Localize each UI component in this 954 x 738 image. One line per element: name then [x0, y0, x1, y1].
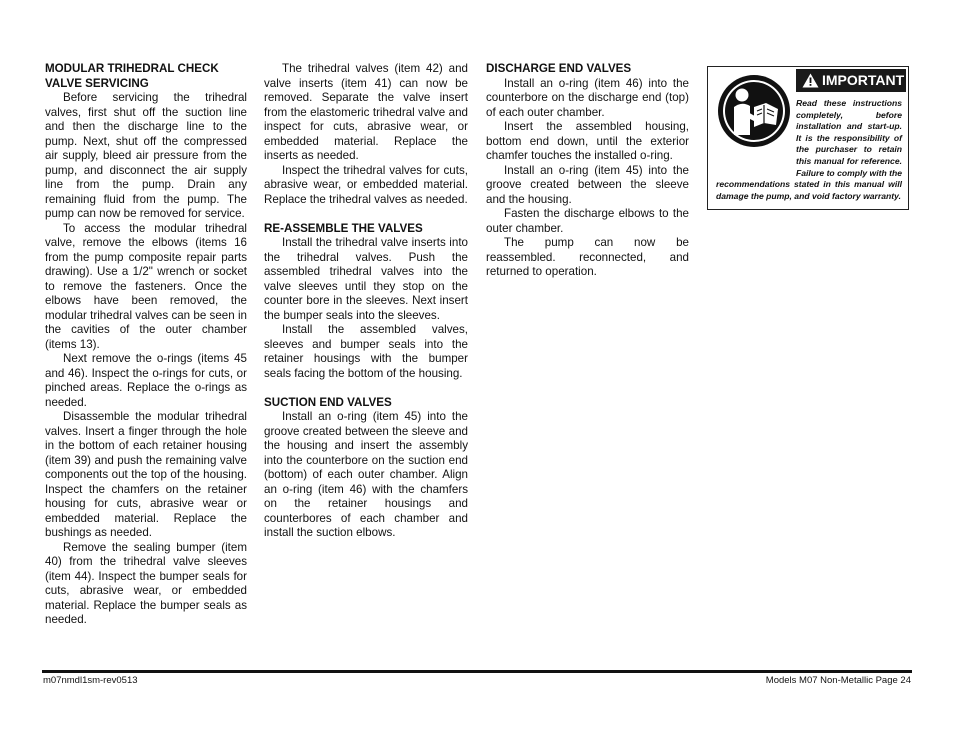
heading-discharge-end-valves: DISCHARGE END VALVES	[486, 62, 632, 75]
paragraph: Before servicing the trihedral valves, first shut off the suction line and then the discharge line to the pump. Next, shut off the compressed air supply, bleed air pressure from the pump, and disconnect the air supply line from the pump. Drain any remaining fluid from the pump. The pump can now be removed for service.	[45, 91, 247, 220]
column-3	[486, 62, 689, 280]
paragraph: Fasten the discharge elbows to the outer chamber.	[486, 207, 689, 235]
important-label: IMPORTANT	[822, 72, 905, 88]
footer-rule	[42, 670, 912, 673]
important-banner	[796, 69, 906, 92]
footer-page-label: Models M07 Non-Metallic Page 24	[765, 675, 911, 686]
important-notice-box	[707, 66, 909, 210]
heading-re-assemble-valves: RE-ASSEMBLE THE VALVES	[264, 221, 423, 235]
heading-trihedral-check-valve-servicing: MODULAR TRIHEDRAL CHECK VALVE SERVICING	[45, 62, 219, 90]
paragraph: Install the trihedral valve inserts into the trihedral valves. Push the assembled trihedral valves into the valve sleeves until they stop on the counter bore in the sleeves. Next insert the bumper seals into the sleeves.	[264, 236, 468, 322]
paragraph: Disassemble the modular trihedral valves. Insert a finger through the hole in the bottom of each retainer housing (item 39) and push the remaining valve components out the top of the housing. Inspect the chamfers on the retainer housing for cuts, abrasive wear or embedded material. Replace the bushings as needed.	[45, 410, 247, 539]
paragraph: The pump can now be reassembled. reconnected, and returned to operation.	[486, 236, 689, 278]
paragraph: Insert the assembled housing, bottom end down, until the exterior chamfer touches the installed o-ring.	[486, 120, 689, 162]
column-2	[264, 62, 468, 541]
paragraph: Install the assembled valves, sleeves and bumper seals into the retainer housings with the bumper seals facing the bottom of the housing.	[264, 323, 468, 380]
paragraph: Remove the sealing bumper (item 40) from the trihedral valve sleeves (item 44). Inspect the bumper seals for cuts, abrasive wear, or embedded material. Replace the bumper seals as needed.	[45, 540, 247, 626]
paragraph: Next remove the o-rings (items 45 and 46). Inspect the o-rings for cuts, or pinched areas. Replace the o-rings as needed.	[45, 352, 247, 409]
paragraph: Install an o-ring (item 45) into the groove created between the sleeve and the housing.	[486, 163, 689, 206]
paragraph: The trihedral valves (item 42) and valve inserts (item 41) can now be removed. Separate the valve insert from the elastomeric trihedral valve and inspect for cuts, abrasive wear, or embedded material. Replace the inserts as needed.	[264, 62, 468, 162]
paragraph: To access the modular trihedral valve, remove the elbows (items 16 from the pump composite repair parts drawing). Use a 1/2" wrench or socket to remove the fasteners. Once the elbows have been removed, the modular trihedral valves can be seen in the cavities of the outer chamber (items 13).	[45, 221, 247, 351]
column-1	[45, 62, 247, 628]
paragraph: Install an o-ring (item 46) into the counterbore on the discharge end (top) of each outer chamber.	[486, 76, 689, 119]
paragraph: Inspect the trihedral valves for cuts, abrasive wear, or embedded material. Replace the trihedral valves as needed.	[264, 163, 468, 206]
important-body: Read these instructions completely, before installation and start-up. It is the responsibility of the purchaser to retain this manual for reference. Failure to comply with the recommendations stated in this manual will damage the pump, and void factory warranty.	[716, 98, 902, 201]
footer-doc-code: m07nmdl1sm-rev0513	[43, 675, 138, 686]
paragraph: Install an o-ring (item 45) into the groove created between the sleeve and the housing and insert the assembly into the counterbore on the suction end (bottom) of each outer chamber. Align an o-ring (item 46) with the chamfers on the retainer housings and counterbores of each chamber and install the suction elbows.	[264, 410, 468, 539]
important-text	[716, 98, 902, 202]
heading-suction-end-valves: SUCTION END VALVES	[264, 395, 392, 409]
warning-icon	[802, 73, 819, 88]
